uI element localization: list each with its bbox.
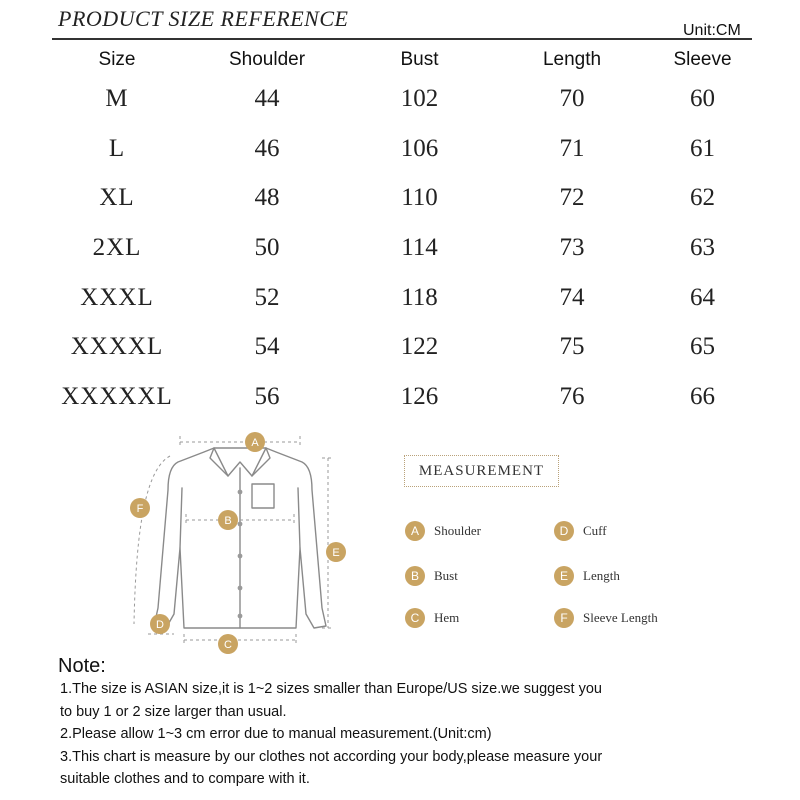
cell-bust: 106	[400, 134, 439, 162]
cell-length: 72	[559, 184, 585, 212]
size-table	[42, 46, 758, 422]
unit-label: Unit:CM	[683, 22, 741, 39]
cell-sleeve: 66	[690, 382, 715, 410]
marker-c	[218, 634, 238, 654]
legend-badge: C	[405, 608, 425, 628]
cell-bust: 126	[400, 382, 439, 410]
note-line: suitable clothes and to compare with it.	[60, 771, 310, 787]
cell-size: XL	[99, 184, 135, 212]
legend-label: Hem	[434, 610, 460, 625]
legend-badge: E	[554, 566, 574, 586]
cell-shoulder: 56	[254, 382, 280, 410]
cell-size: M	[105, 84, 129, 112]
marker-e	[326, 542, 346, 562]
cell-shoulder: 52	[254, 283, 280, 311]
legend-item	[405, 608, 459, 628]
legend-item	[554, 566, 620, 586]
cell-sleeve: 64	[690, 283, 715, 311]
cell-bust: 114	[401, 233, 438, 261]
cell-sleeve: 63	[690, 233, 715, 261]
cell-shoulder: 50	[254, 233, 280, 261]
table-row	[42, 273, 758, 323]
table-row	[42, 372, 758, 422]
note-line: 3.This chart is measure by our clothes not according your body,please measure your	[60, 748, 603, 765]
table-row	[42, 124, 758, 174]
legend-label: Bust	[434, 568, 458, 583]
cell-shoulder: 44	[254, 84, 280, 112]
cell-shoulder: 46	[254, 134, 280, 162]
cell-shoulder: 54	[254, 333, 280, 361]
cell-shoulder: 48	[254, 184, 280, 212]
note-line: 1.The size is ASIAN size,it is 1~2 sizes smaller than Europe/US size.we suggest you	[60, 681, 602, 697]
cell-sleeve: 62	[690, 184, 715, 212]
cell-sleeve: 61	[690, 134, 715, 162]
cell-bust: 110	[401, 184, 438, 212]
column-header-size: Size	[98, 49, 136, 70]
cell-size: 2XL	[92, 233, 142, 261]
svg-text:D: D	[156, 619, 164, 631]
svg-text:F: F	[136, 503, 144, 515]
note-line: to buy 1 or 2 size larger than usual.	[60, 703, 287, 720]
column-header-shoulder: Shoulder	[228, 49, 306, 70]
legend-label: Shoulder	[434, 523, 481, 538]
note-line: 2.Please allow 1~3 cm error due to manual measurement.(Unit:cm)	[60, 726, 492, 742]
svg-text:A: A	[251, 437, 259, 449]
page-title: PRODUCT SIZE REFERENCE	[58, 6, 349, 31]
legend-label: Cuff	[583, 523, 607, 538]
marker-a	[245, 432, 265, 452]
svg-text:E: E	[332, 547, 340, 559]
marker-f	[130, 498, 150, 518]
note-title: Note:	[58, 655, 106, 677]
legend-item	[554, 521, 607, 541]
marker-b	[218, 510, 238, 530]
cell-length: 70	[559, 84, 585, 112]
column-header-length: Length	[542, 49, 602, 70]
cell-bust: 122	[400, 333, 439, 361]
svg-text:C: C	[224, 639, 232, 651]
legend-item	[405, 566, 458, 586]
legend-badge: B	[405, 566, 425, 586]
column-header-sleeve: Sleeve	[673, 49, 732, 70]
cell-size: XXXXL	[70, 333, 164, 361]
cell-bust: 102	[400, 84, 439, 112]
legend-item	[554, 608, 658, 628]
cell-length: 71	[559, 134, 585, 162]
cell-sleeve: 60	[690, 84, 715, 112]
marker-d	[150, 614, 170, 634]
cell-length: 75	[559, 333, 585, 361]
legend-item	[405, 521, 481, 541]
table-row	[42, 173, 758, 223]
cell-bust: 118	[401, 283, 438, 311]
table-row	[42, 223, 758, 273]
cell-length: 74	[559, 283, 585, 311]
cell-size: L	[108, 134, 126, 162]
cell-length: 76	[559, 382, 585, 410]
title-divider	[52, 38, 752, 40]
cell-size: XXXL	[80, 283, 154, 311]
table-row	[42, 74, 758, 124]
cell-length: 73	[559, 233, 585, 261]
shirt-diagram	[118, 428, 358, 656]
cell-sleeve: 65	[690, 333, 715, 361]
legend-badge: F	[554, 608, 574, 628]
legend-label: Sleeve Length	[583, 610, 658, 625]
legend-badge: A	[405, 521, 425, 541]
svg-text:B: B	[224, 515, 232, 527]
legend-badge: D	[554, 521, 574, 541]
legend-label: Length	[583, 568, 620, 583]
note-text	[60, 678, 740, 791]
table-row	[42, 322, 758, 372]
measurement-title: MEASUREMENT	[404, 455, 559, 487]
table-header-row	[42, 46, 758, 74]
cell-size: XXXXXL	[61, 382, 173, 410]
column-header-bust: Bust	[400, 49, 439, 70]
